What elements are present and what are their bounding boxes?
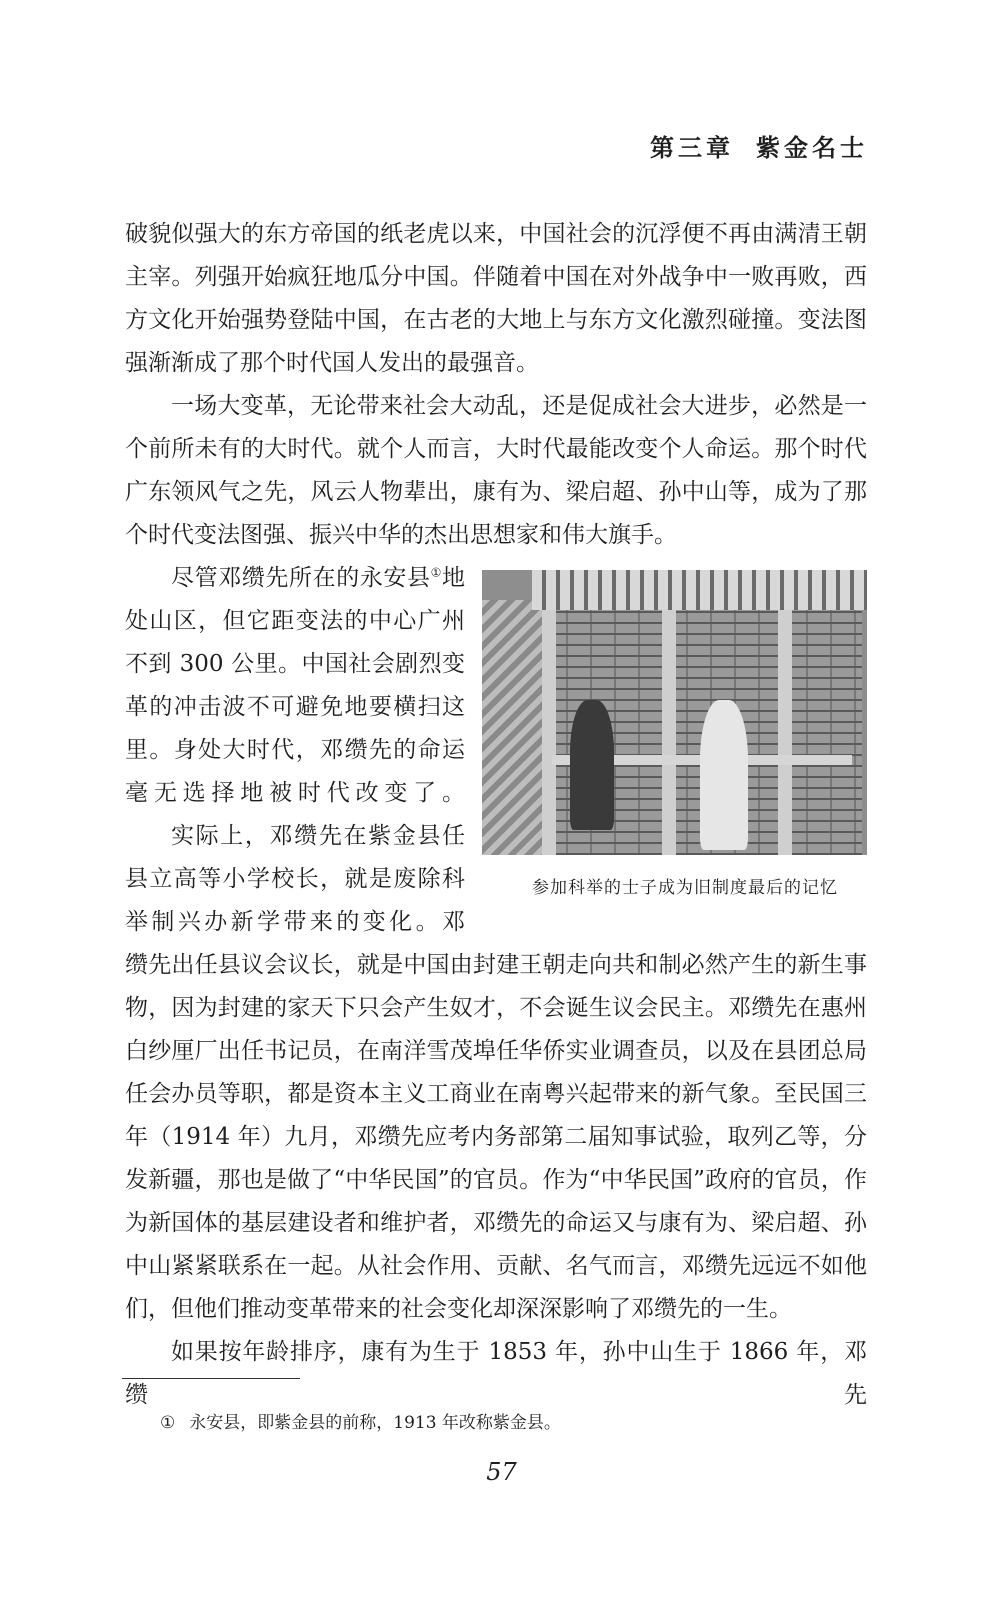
footnote (160, 1408, 561, 1433)
paragraph-5-text: 如果按年龄排序，康有为生于 1853 年，孙中山生于 1866 年，邓缵先 (125, 1339, 867, 1408)
footnote-divider (122, 1378, 300, 1379)
photo-pillar-middle (662, 610, 676, 855)
footnote-reference[interactable]: ① (430, 565, 443, 580)
photo-pillar-right (778, 610, 792, 855)
paragraph-4-start-text: 实际上，邓缵先在紫金县任县立高等小学校长，就是废除科举制兴办新学带来的变化。邓 (125, 823, 465, 935)
footnote-mark: ① (160, 1413, 176, 1433)
paragraph-1 (125, 213, 867, 385)
paragraph-3-text (125, 557, 465, 815)
paragraph-2 (125, 385, 867, 557)
paragraph-2-text: 一场大变革，无论带来社会大动乱，还是促成社会大进步，必然是一个前所未有的大时代。就个人而言，大时代最能改变个人命运。那个时代广东领风气之先，风云人物辈出，康有为、梁启超、孙中山等，成为了那个时代变法图强、振兴中华的杰出思想家和伟大旗手。 (125, 393, 867, 548)
chapter-number: 第三章 (650, 133, 734, 162)
paragraph-3-rest: 地处山区，但它距变法的中心广州不到 300 公里。中国社会剧烈变革的冲击波不可避免地要横扫这里。身处大时代，邓缵先的命运毫无选择地被时代改变了。 (125, 565, 466, 806)
footnote-text: 永安县，即紫金县的前称，1913 年改称紫金县。 (189, 1413, 561, 1433)
page-number: 57 (486, 1458, 517, 1486)
paragraph-1-text: 破貌似强大的东方帝国的纸老虎以来，中国社会的沉浮便不再由满清王朝主宰。列强开始疯狂地瓜分中国。伴随着中国在对外战争中一败再败，西方文化开始强势登陆中国，在古老的大地上与东方文化激烈碰撞。变法图强渐渐成了那个时代国人发出的最强音。 (125, 221, 867, 376)
exam-cell-photo (482, 570, 867, 855)
paragraph-4-start (125, 815, 465, 944)
photo-roof-tiles (532, 570, 867, 610)
chapter-title: 紫金名士 (756, 133, 868, 162)
paragraph-3-start: 尽管邓缵先所在的永安县 (171, 565, 431, 591)
photo-seated-scholar (570, 700, 614, 830)
photo-standing-scholar (700, 700, 748, 850)
paragraph-3 (125, 557, 465, 815)
running-header (650, 128, 868, 163)
paragraph-5 (125, 1331, 867, 1417)
photo-caption: 参加科举的士子成为旧制度最后的记忆 (532, 878, 838, 898)
photo-pillar-left (542, 610, 556, 855)
paragraph-4-continued (125, 944, 867, 1331)
photo-left-wall (482, 600, 542, 855)
paragraph-4-continued-text: 缵先出任县议会议长，就是中国由封建王朝走向共和制必然产生的新生事物，因为封建的家天下只会产生奴才，不会诞生议会民主。邓缵先在惠州白纱厘厂出任书记员，在南洋雪茂埠任华侨实业调查员，以及在县团总局任会办员等职，都是资本主义工商业在南粤兴起带来的新气象。至民国三年（1914 年）九月，邓缵先应考内务部第二届知事试验，取列乙等，分发新疆，那也是做了“中华民国”的官员。作为“中华民国”政府的官员，作为新国体的基层建设者和维护者，邓缵先的命运又与康有为、梁启超、孙中山紧紧联系在一起。从社会作用、贡献、名气而言，邓缵先远远不如他们，但他们推动变革带来的社会变化却深深影响了邓缵先的一生。 (125, 952, 867, 1322)
